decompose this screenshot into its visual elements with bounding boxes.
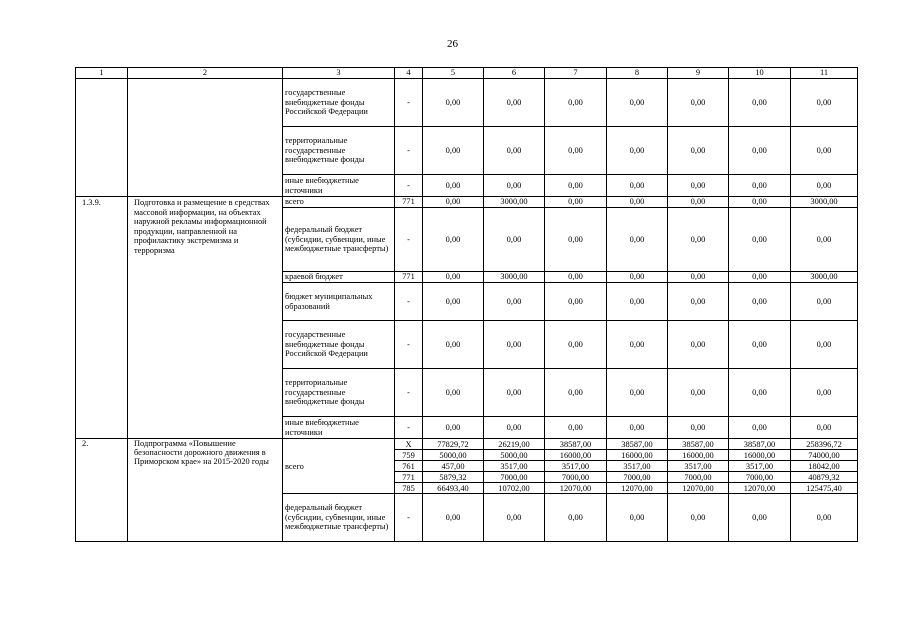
value-cell: 16000,00 xyxy=(668,450,729,461)
code-cell: 785 xyxy=(395,483,423,494)
column-header: 8 xyxy=(607,68,668,79)
value-cell: 7000,00 xyxy=(729,472,791,483)
value-cell: 0,00 xyxy=(545,494,607,542)
value-cell: 16000,00 xyxy=(545,450,607,461)
value-cell: 0,00 xyxy=(607,175,668,197)
code-cell: - xyxy=(395,494,423,542)
code-cell: - xyxy=(395,175,423,197)
value-cell: 0,00 xyxy=(668,494,729,542)
value-cell: 3517,00 xyxy=(607,461,668,472)
value-cell: 0,00 xyxy=(729,175,791,197)
item-name: Подпрограмма «Повышение безопасности дорожного движения в Приморском крае» на 2015-2020 годы xyxy=(128,439,283,542)
value-cell: 3517,00 xyxy=(484,461,545,472)
code-cell: - xyxy=(395,127,423,175)
column-header: 2 xyxy=(128,68,283,79)
code-cell: 759 xyxy=(395,450,423,461)
value-cell: 0,00 xyxy=(423,417,484,439)
code-cell: 771 xyxy=(395,197,423,208)
value-cell: 3517,00 xyxy=(668,461,729,472)
value-cell: 3000,00 xyxy=(484,272,545,283)
table-row xyxy=(76,197,858,208)
value-cell: 26219,00 xyxy=(484,439,545,450)
value-cell: 5000,00 xyxy=(484,450,545,461)
value-cell: 0,00 xyxy=(545,417,607,439)
value-cell: 0,00 xyxy=(668,79,729,127)
value-cell: 0,00 xyxy=(423,369,484,417)
value-cell: 38587,00 xyxy=(607,439,668,450)
value-cell: 0,00 xyxy=(423,321,484,369)
value-cell: 0,00 xyxy=(791,127,858,175)
name-cell xyxy=(128,79,283,197)
value-cell: 0,00 xyxy=(484,79,545,127)
code-cell: - xyxy=(395,79,423,127)
value-cell: 0,00 xyxy=(423,208,484,272)
value-cell: 38587,00 xyxy=(668,439,729,450)
value-cell: 0,00 xyxy=(607,494,668,542)
source-cell: федеральный бюджет (субсидии, субвенции, иные межбюджетные трансферты) xyxy=(283,208,395,272)
source-cell: территориальные государственные внебюджетные фонды xyxy=(283,369,395,417)
code-cell: - xyxy=(395,321,423,369)
value-cell: 10702,00 xyxy=(484,483,545,494)
value-cell: 3517,00 xyxy=(545,461,607,472)
value-cell: 0,00 xyxy=(484,494,545,542)
header-row xyxy=(76,68,858,79)
value-cell: 0,00 xyxy=(545,283,607,321)
value-cell: 0,00 xyxy=(668,197,729,208)
value-cell: 0,00 xyxy=(729,494,791,542)
value-cell: 7000,00 xyxy=(484,472,545,483)
value-cell: 0,00 xyxy=(607,321,668,369)
column-header: 7 xyxy=(545,68,607,79)
value-cell: 0,00 xyxy=(668,175,729,197)
value-cell: 0,00 xyxy=(545,127,607,175)
table-row xyxy=(76,79,858,127)
value-cell: 0,00 xyxy=(545,197,607,208)
value-cell: 0,00 xyxy=(484,283,545,321)
value-cell: 0,00 xyxy=(484,175,545,197)
value-cell: 457,00 xyxy=(423,461,484,472)
value-cell: 0,00 xyxy=(484,127,545,175)
code-cell: - xyxy=(395,283,423,321)
value-cell: 5000,00 xyxy=(423,450,484,461)
value-cell: 0,00 xyxy=(423,283,484,321)
value-cell: 0,00 xyxy=(545,79,607,127)
value-cell: 0,00 xyxy=(423,175,484,197)
value-cell: 38587,00 xyxy=(729,439,791,450)
value-cell: 0,00 xyxy=(607,208,668,272)
value-cell: 3000,00 xyxy=(484,197,545,208)
value-cell: 0,00 xyxy=(729,127,791,175)
value-cell: 0,00 xyxy=(668,272,729,283)
value-cell: 0,00 xyxy=(607,79,668,127)
value-cell: 0,00 xyxy=(484,417,545,439)
value-cell: 0,00 xyxy=(423,272,484,283)
value-cell: 74000,00 xyxy=(791,450,858,461)
value-cell: 0,00 xyxy=(791,175,858,197)
value-cell: 12070,00 xyxy=(668,483,729,494)
value-cell: 0,00 xyxy=(729,272,791,283)
value-cell: 7000,00 xyxy=(545,472,607,483)
value-cell: 0,00 xyxy=(545,369,607,417)
column-header: 11 xyxy=(791,68,858,79)
table-body xyxy=(76,68,858,542)
source-cell: территориальные государственные внебюджетные фонды xyxy=(283,127,395,175)
table-row xyxy=(76,439,858,450)
value-cell: 5879,32 xyxy=(423,472,484,483)
value-cell: 0,00 xyxy=(791,369,858,417)
code-cell: X xyxy=(395,439,423,450)
value-cell: 40879,32 xyxy=(791,472,858,483)
code-cell: 771 xyxy=(395,272,423,283)
budget-table xyxy=(75,67,858,542)
code-cell: - xyxy=(395,208,423,272)
value-cell: 12070,00 xyxy=(607,483,668,494)
code-cell: 761 xyxy=(395,461,423,472)
value-cell: 258396,72 xyxy=(791,439,858,450)
value-cell: 3517,00 xyxy=(729,461,791,472)
code-cell: - xyxy=(395,417,423,439)
column-header: 4 xyxy=(395,68,423,79)
code-cell: - xyxy=(395,369,423,417)
value-cell: 0,00 xyxy=(729,417,791,439)
value-cell: 0,00 xyxy=(791,321,858,369)
code-cell: 771 xyxy=(395,472,423,483)
column-header: 10 xyxy=(729,68,791,79)
value-cell: 0,00 xyxy=(668,208,729,272)
source-cell: бюджет муниципальных образований xyxy=(283,283,395,321)
value-cell: 18042,00 xyxy=(791,461,858,472)
column-header: 9 xyxy=(668,68,729,79)
item-number: 1.3.9. xyxy=(76,197,128,439)
value-cell: 0,00 xyxy=(545,208,607,272)
value-cell: 0,00 xyxy=(423,494,484,542)
item-name: Подготовка и размещение в средствах массовой информации, на объектах наружной рекламы информационной продукции, направленной на профилактику экстремизма и терроризма xyxy=(128,197,283,439)
value-cell: 0,00 xyxy=(729,283,791,321)
value-cell: 0,00 xyxy=(729,208,791,272)
column-header: 6 xyxy=(484,68,545,79)
value-cell: 0,00 xyxy=(607,369,668,417)
value-cell: 0,00 xyxy=(729,369,791,417)
value-cell: 16000,00 xyxy=(729,450,791,461)
value-cell: 0,00 xyxy=(791,79,858,127)
value-cell: 0,00 xyxy=(484,369,545,417)
value-cell: 12070,00 xyxy=(545,483,607,494)
source-cell: всего xyxy=(283,197,395,208)
value-cell: 7000,00 xyxy=(607,472,668,483)
value-cell: 0,00 xyxy=(423,79,484,127)
value-cell: 0,00 xyxy=(668,321,729,369)
value-cell: 0,00 xyxy=(729,321,791,369)
item-number: 2. xyxy=(76,439,128,542)
source-cell: всего xyxy=(283,439,395,494)
value-cell: 66493,40 xyxy=(423,483,484,494)
value-cell: 0,00 xyxy=(791,283,858,321)
value-cell: 0,00 xyxy=(607,417,668,439)
source-cell: иные внебюджетные источники xyxy=(283,417,395,439)
value-cell: 0,00 xyxy=(729,197,791,208)
value-cell: 0,00 xyxy=(607,272,668,283)
value-cell: 77829,72 xyxy=(423,439,484,450)
page-number: 26 xyxy=(447,38,458,50)
value-cell: 0,00 xyxy=(668,283,729,321)
value-cell: 125475,40 xyxy=(791,483,858,494)
value-cell: 0,00 xyxy=(423,197,484,208)
value-cell: 0,00 xyxy=(729,79,791,127)
value-cell: 0,00 xyxy=(545,272,607,283)
source-cell: краевой бюджет xyxy=(283,272,395,283)
column-header: 3 xyxy=(283,68,395,79)
value-cell: 0,00 xyxy=(668,369,729,417)
source-cell: государственные внебюджетные фонды Российской Федерации xyxy=(283,321,395,369)
column-header: 1 xyxy=(76,68,128,79)
value-cell: 0,00 xyxy=(607,283,668,321)
column-header: 5 xyxy=(423,68,484,79)
value-cell: 0,00 xyxy=(423,127,484,175)
value-cell: 0,00 xyxy=(484,321,545,369)
value-cell: 0,00 xyxy=(668,127,729,175)
value-cell: 7000,00 xyxy=(668,472,729,483)
value-cell: 0,00 xyxy=(607,197,668,208)
value-cell: 0,00 xyxy=(545,175,607,197)
source-cell: иные внебюджетные источники xyxy=(283,175,395,197)
value-cell: 0,00 xyxy=(668,417,729,439)
num-cell xyxy=(76,79,128,197)
value-cell: 3000,00 xyxy=(791,272,858,283)
value-cell: 12070,00 xyxy=(729,483,791,494)
source-cell: федеральный бюджет (субсидии, субвенции, иные межбюджетные трансферты) xyxy=(283,494,395,542)
value-cell: 38587,00 xyxy=(545,439,607,450)
value-cell: 0,00 xyxy=(545,321,607,369)
value-cell: 3000,00 xyxy=(791,197,858,208)
value-cell: 0,00 xyxy=(791,417,858,439)
value-cell: 0,00 xyxy=(791,208,858,272)
source-cell: государственные внебюджетные фонды Российской Федерации xyxy=(283,79,395,127)
value-cell: 0,00 xyxy=(484,208,545,272)
value-cell: 0,00 xyxy=(607,127,668,175)
value-cell: 0,00 xyxy=(791,494,858,542)
value-cell: 16000,00 xyxy=(607,450,668,461)
